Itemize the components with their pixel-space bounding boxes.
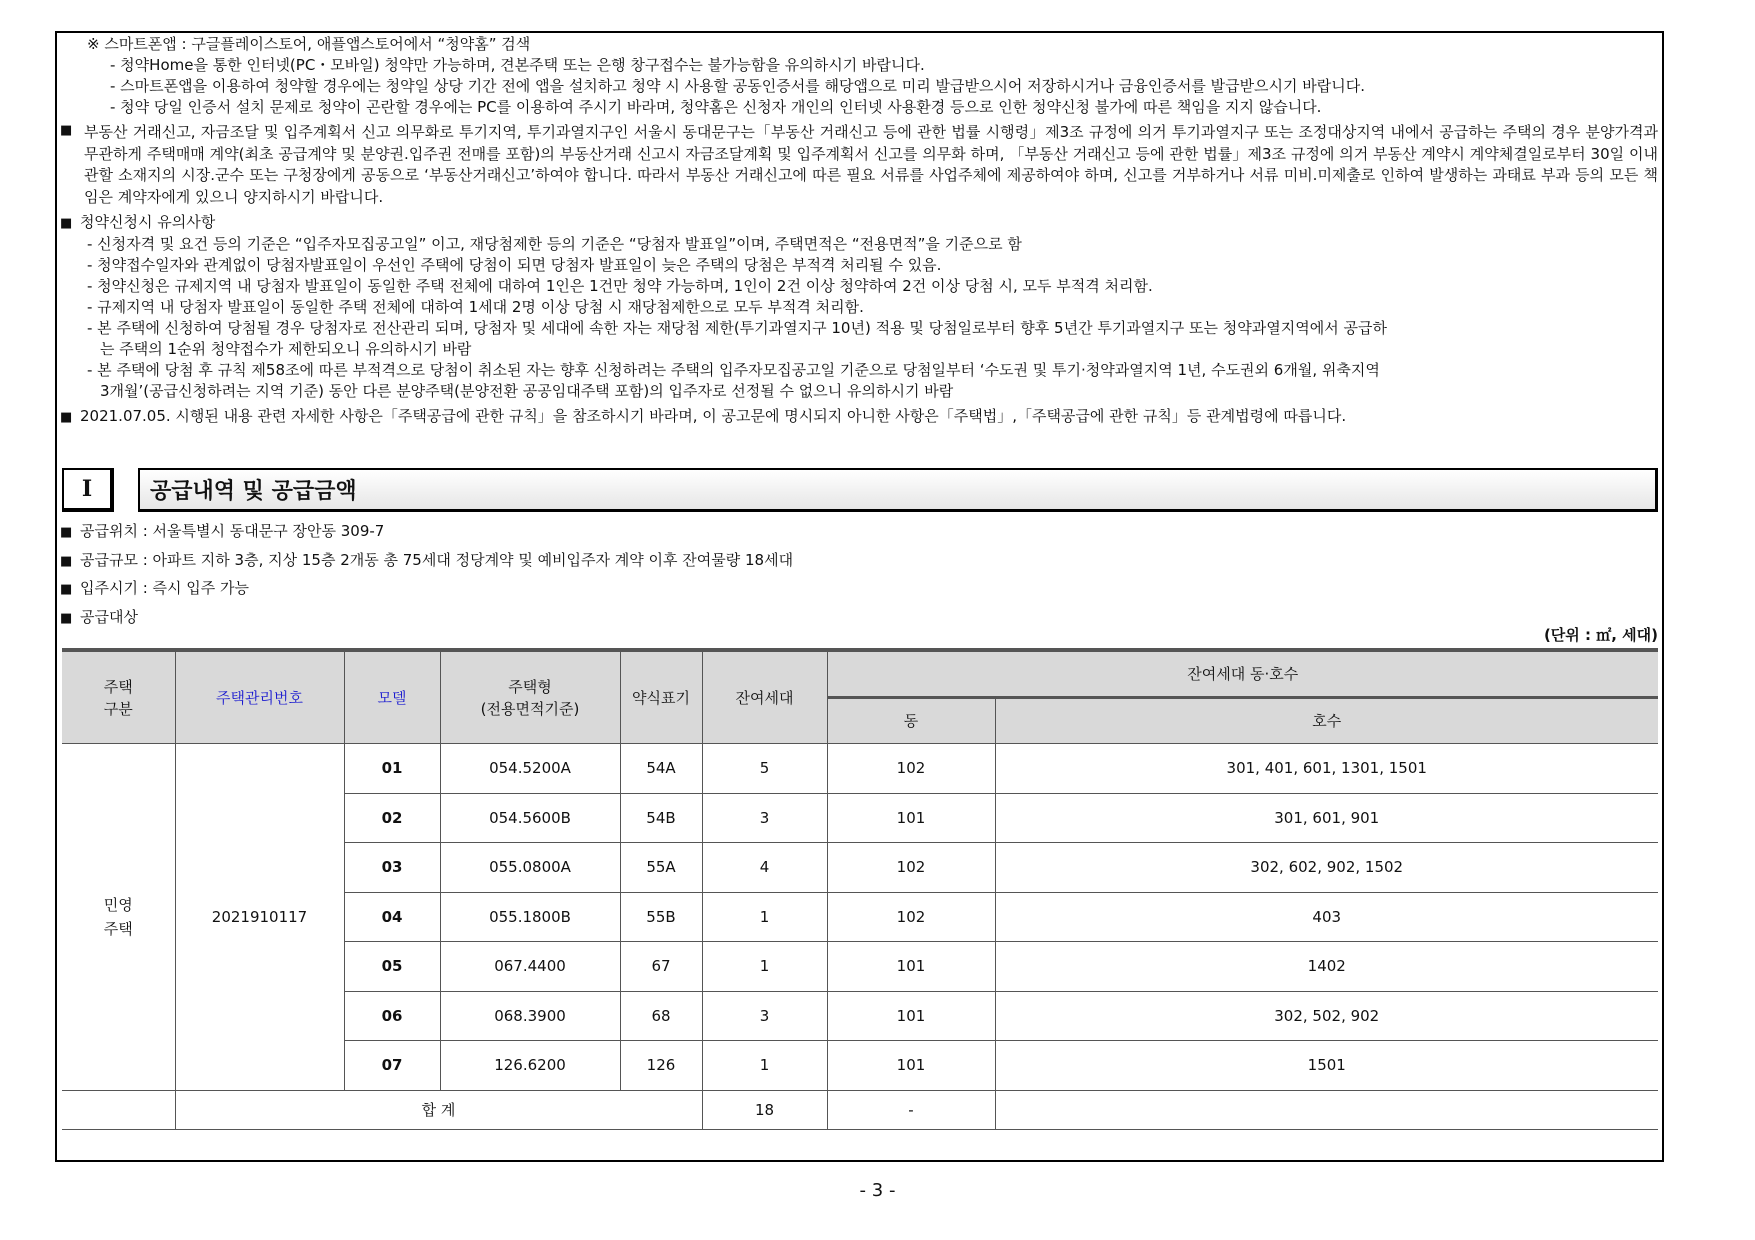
header-housing-size-l2: (전용면적기준) [480, 699, 580, 718]
realestate-paragraph: 부동산 거래신고, 자금조달 및 입주계획서 신고 의무화로 투기지역, 투기과열지구인 서울시 동대문구는「부동산 거래신고 등에 관한 법률 시행령」제3조 규정에 의거 투기과열지구 또는 조정대상지역 내에서 공급하는 주택의 경우 분양가격과 무관하게 주택매매 계약(최초 공급계약 및 분양권.입주권 전매를 포함)의 부동산거래 신고시 자금조달계획 및 입주계획서 신고를 의무화 하며, 「부동산 거래신고 등에 관한 법률」제3조 규정에 의거 부동산 계약시 계약체결일로부터 30일 이내 관할 소재지의 시장.군수 또는 구청장에게 공동으로 ‘부동산거래신고’하여야 합니다. 따라서 부동산 거래신고에 따른 필요 서류를 사업주체에 제공하여야 하며, 신고를 거부하거나 서류 미비.미제출로 인하여 발생하는 과태료 부과 등의 모든 책임은 계약자에게 있으니 양지하시기 바랍니다. [84, 123, 1658, 206]
supply-target [60, 604, 1658, 633]
bullet-square-icon: ■ [60, 525, 73, 540]
cell-ho: 302, 602, 902, 1502 [995, 843, 1658, 893]
cell-ho: 301, 401, 601, 1301, 1501 [995, 744, 1658, 794]
supply-info [60, 518, 1658, 632]
cell-housing: 054.5200A [440, 744, 620, 794]
cell-housing: 126.6200 [440, 1041, 620, 1091]
cell-remain: 3 [702, 793, 827, 843]
caution-title: 청약신청시 유의사항 [80, 213, 216, 231]
header-ho: 호수 [995, 698, 1658, 744]
cell-abbr: 54B [620, 793, 702, 843]
caution-item-5-cont: 는 주택의 1순위 청약접수가 제한되오니 유의하시기 바람 [100, 340, 472, 358]
bullet-square-icon: ■ [60, 553, 73, 569]
cell-housing: 055.1800B [440, 892, 620, 942]
cell-ho: 403 [995, 892, 1658, 942]
cell-abbr: 55A [620, 843, 702, 893]
header-housing-type-l2: 구분 [103, 699, 133, 718]
cell-dong: 101 [827, 1041, 995, 1091]
app-note-3: - 청약 당일 인증서 설치 문제로 청약이 곤란할 경우에는 PC를 이용하여 주시기 바라며, 청약홈은 신청자 개인의 인터넷 사용환경 등으로 인한 청약신청 불가에 따른 책임을 지지 않습니다. [110, 98, 1322, 116]
cell-model: 06 [344, 991, 440, 1041]
table-total-row [62, 1090, 1658, 1129]
cell-abbr: 126 [620, 1041, 702, 1091]
cell-ho: 302, 502, 902 [995, 991, 1658, 1041]
intro-notes [60, 34, 1658, 428]
app-note-1: - 청약Home을 통한 인터넷(PC・모바일) 청약만 가능하며, 견본주택 또는 은행 창구접수는 불가능함을 유의하시기 바랍니다. [110, 56, 925, 74]
app-note-2: - 스마트폰앱을 이용하여 청약할 경우에는 청약일 상당 기간 전에 앱을 설치하고 청약 시 사용할 공동인증서를 해당앱으로 미리 발급받으시어 저장하시거나 금융인증서를 발급받으시기 바랍니다. [110, 77, 1366, 95]
section-title: 공급내역 및 공급금액 [138, 468, 1658, 512]
cell-model: 07 [344, 1041, 440, 1091]
cell-total-empty [62, 1090, 175, 1129]
supply-table [62, 648, 1658, 1130]
cell-ho: 1501 [995, 1041, 1658, 1091]
realestate-notice [60, 122, 1658, 208]
cell-remain: 1 [702, 892, 827, 942]
cell-remain: 4 [702, 843, 827, 893]
caution-item-1: - 신청자격 및 요건 등의 기준은 “입주자모집공고일” 이고, 재당첨제한 등의 기준은 “당첨자 발표일”이며, 주택면적은 “전용면적”을 기준으로 함 [87, 235, 1022, 253]
cell-remain: 1 [702, 942, 827, 992]
cell-housing-type [62, 744, 175, 1091]
cell-remain: 1 [702, 1041, 827, 1091]
cell-model: 03 [344, 843, 440, 893]
cell-housing-type-l1: 민영 [103, 895, 133, 914]
cell-housing: 067.4400 [440, 942, 620, 992]
cell-ho: 301, 601, 901 [995, 793, 1658, 843]
bullet-square-icon: ■ [60, 610, 73, 626]
caution-item-2: - 청약접수일자와 관계없이 당첨자발표일이 우선인 주택에 당첨이 되면 당첨자 발표일이 늦은 주택의 당첨은 부적격 처리될 수 있음. [87, 256, 942, 274]
cell-model: 05 [344, 942, 440, 992]
cell-remain: 5 [702, 744, 827, 794]
caution-item-3: - 청약신청은 규제지역 내 당첨자 발표일이 동일한 주택 전체에 대하여 1인은 1건만 청약 가능하며, 1인이 2건 이상 청약하여 2건 이상 당첨 시, 모두 부적격 처리함. [87, 277, 1153, 295]
header-housing-size [440, 650, 620, 744]
move-in-date [60, 575, 1658, 604]
caution-item-5: - 본 주택에 신청하여 당첨될 경우 당첨자로 전산관리 되며, 당첨자 및 세대에 속한 자는 재당첨 제한(투기과열지구 10년) 적용 및 당첨일로부터 향후 5년간 투기과열지구 또는 청약과열지역에서 공급하 [87, 319, 1387, 337]
cell-total-label: 합 계 [175, 1090, 702, 1129]
cell-dong: 101 [827, 991, 995, 1041]
cell-housing-type-l2: 주택 [103, 919, 133, 938]
section-number: I [62, 468, 114, 512]
table-row [62, 744, 1658, 794]
header-dong: 동 [827, 698, 995, 744]
bullet-square-icon: ■ [60, 582, 73, 597]
cell-dong: 102 [827, 744, 995, 794]
header-remain-units: 잔여세대 동·호수 [827, 650, 1658, 698]
cell-ho: 1402 [995, 942, 1658, 992]
cell-total-ho [995, 1090, 1658, 1129]
caution-item-6-cont: 3개월’(공급신청하려는 지역 기준) 동안 다른 분양주택(분양전환 공공임대주택 포함)의 입주자로 선정될 수 없으니 유의하시기 바람 [100, 382, 954, 400]
bullet-square-icon: ■ [60, 410, 73, 425]
header-abbr: 약식표기 [620, 650, 702, 744]
cell-model: 02 [344, 793, 440, 843]
cell-housing: 068.3900 [440, 991, 620, 1041]
caution-item-4: - 규제지역 내 당첨자 발표일이 동일한 주택 전체에 대하여 1세대 2명 이상 당첨 시 재당첨제한으로 모두 부적격 처리함. [87, 298, 864, 316]
cell-housing: 054.5600B [440, 793, 620, 843]
cell-dong: 102 [827, 843, 995, 893]
caution-heading [60, 212, 1658, 234]
header-model: 모델 [344, 650, 440, 744]
cell-housing: 055.0800A [440, 843, 620, 893]
rule-notice [60, 406, 1658, 428]
page-number: - 3 - [859, 1180, 896, 1201]
supply-location [60, 518, 1658, 547]
header-mgmt-no: 주택관리번호 [175, 650, 344, 744]
caution-item-6: - 본 주택에 당첨 후 규칙 제58조에 따른 부적격으로 당첨이 취소된 자는 향후 신청하려는 주택의 입주자모집공고일 기준으로 당첨일부터 ‘수도권 및 투기·청약과열지역 1년, 수도권외 6개월, 위축지역 [87, 361, 1380, 379]
cell-model: 04 [344, 892, 440, 942]
cell-abbr: 67 [620, 942, 702, 992]
cell-mgmt-no: 2021910117 [175, 744, 344, 1091]
cell-abbr: 54A [620, 744, 702, 794]
cell-total-dong: - [827, 1090, 995, 1129]
header-housing-size-l1: 주택형 [508, 677, 552, 696]
supply-location-text: 공급위치 : 서울특별시 동대문구 장안동 309-7 [80, 522, 385, 540]
cell-total-remain: 18 [702, 1090, 827, 1129]
header-remain: 잔여세대 [702, 650, 827, 744]
cell-model: 01 [344, 744, 440, 794]
cell-dong: 101 [827, 942, 995, 992]
unit-note: (단위 : ㎡, 세대) [1543, 626, 1658, 644]
supply-target-text: 공급대상 [80, 607, 138, 626]
header-housing-type-l1: 주택 [103, 677, 133, 696]
header-housing-type [62, 650, 175, 744]
bullet-square-icon: ■ [60, 123, 73, 138]
rule-text: 2021.07.05. 시행된 내용 관련 자세한 사항은「주택공급에 관한 규칙」을 참조하시기 바라며, 이 공고문에 명시되지 아니한 사항은「주택법」,「주택공급에 관한 규칙」등 관계법령에 따릅니다. [80, 407, 1347, 425]
move-in-text: 입주시기 : 즉시 입주 가능 [80, 579, 250, 597]
cell-dong: 102 [827, 892, 995, 942]
cell-abbr: 55B [620, 892, 702, 942]
cell-abbr: 68 [620, 991, 702, 1041]
supply-scale-text: 공급규모 : 아파트 지하 3층, 지상 15층 2개동 총 75세대 정당계약 및 예비입주자 계약 이후 잔여물량 18세대 [80, 550, 794, 569]
supply-scale [60, 547, 1658, 576]
cell-dong: 101 [827, 793, 995, 843]
bullet-square-icon: ■ [60, 216, 73, 231]
app-search-note: ※ 스마트폰앱 : 구글플레이스토어, 애플앱스토어에서 “청약홈” 검색 [87, 35, 531, 53]
cell-remain: 3 [702, 991, 827, 1041]
section-header [62, 468, 1658, 512]
